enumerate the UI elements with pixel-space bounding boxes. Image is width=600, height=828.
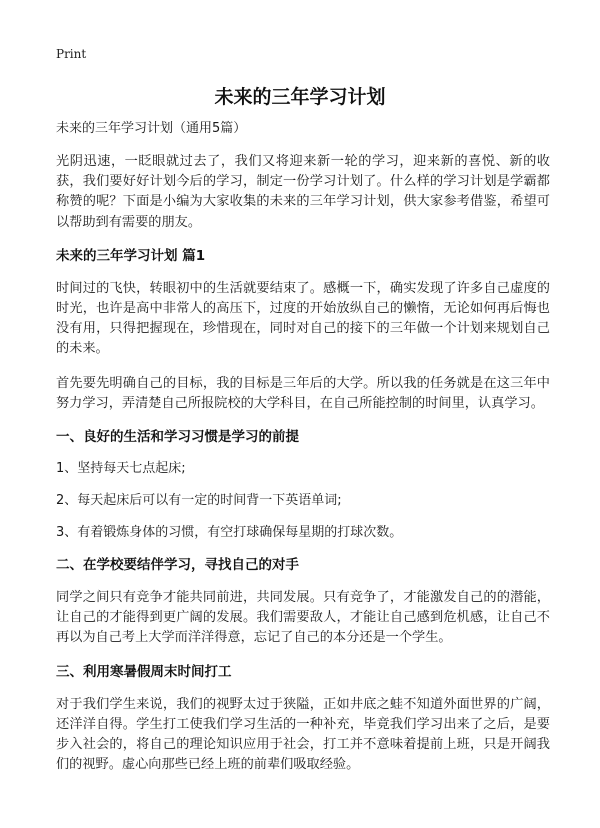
section-title: 未来的三年学习计划 篇1 [56,247,206,264]
heading-study-partners: 二、在学校要结伴学习，寻找自己的对手 [56,557,299,574]
intro-paragraph: 光阴迅速，一眨眼就过去了，我们又将迎来新一轮的学习，迎来新的喜悦、新的收获，我们要好好计划今后的学习，制定一份学习计划了。什么样的学习计划是学霸都称赞的呢？下面是小编为大家收集的未来的三年学习计划，供大家参考借鉴，希望可以帮助到有需要的朋友。 [56,154,550,230]
list-item-1: 1、坚持每天七点起床; [56,461,186,477]
print-link[interactable]: Print [56,47,87,61]
heading-part-time-work: 三、利用寒暑假周末时间打工 [56,663,232,680]
document-title: 未来的三年学习计划 [214,86,386,108]
paragraph-1: 时间过的飞快，转眼初中的生活就要结束了。感概一下，确实发现了许多自己虚度的时光，也许是高中非常人的高压下，过度的开始放纵自己的懒惰，无论如何再后悔也没有用，只得把握现在，珍惜现在，同时对自己的接下的三年做一个计划来规划自己的未来。 [56,280,550,357]
list-item-2: 2、每天起床后可以有一定的时间背一下英语单词; [56,493,342,509]
paragraph-4: 对于我们学生来说，我们的视野太过于狭隘，正如井底之蛙不知道外面世界的广阔，还洋洋自得。学生打工使我们学习生活的一种补充，毕竟我们学习出来了之后，是要步入社会的，将自己的理论知识应用于社会，打工并不意味着提前上班，只是开阔我们的视野。虚心向那些已经上班的前辈们吸取经验。 [56,696,550,773]
document-subtitle: 未来的三年学习计划（通用5篇） [56,121,247,136]
heading-habits: 一、良好的生活和学习习惯是学习的前提 [56,429,299,446]
list-item-3: 3、有着锻炼身体的习惯，有空打球确保每星期的打球次数。 [56,525,403,541]
paragraph-3: 同学之间只有竞争才能共同前进，共同发展。只有竞争了，才能激发自己的的潜能，让自己的才能得到更广阔的发展。我们需要敌人，才能让自己感到危机感，让自己不再以为自己考上大学而洋洋得意，忘记了自己的本分还是一个学生。 [56,590,550,646]
paragraph-2: 首先要先明确自己的目标，我的目标是三年后的大学。所以我的任务就是在这三年中努力学习，弄清楚自己所报院校的大学科目，在自己所能控制的时间里，认真学习。 [56,375,550,411]
document-body [56,120,550,789]
